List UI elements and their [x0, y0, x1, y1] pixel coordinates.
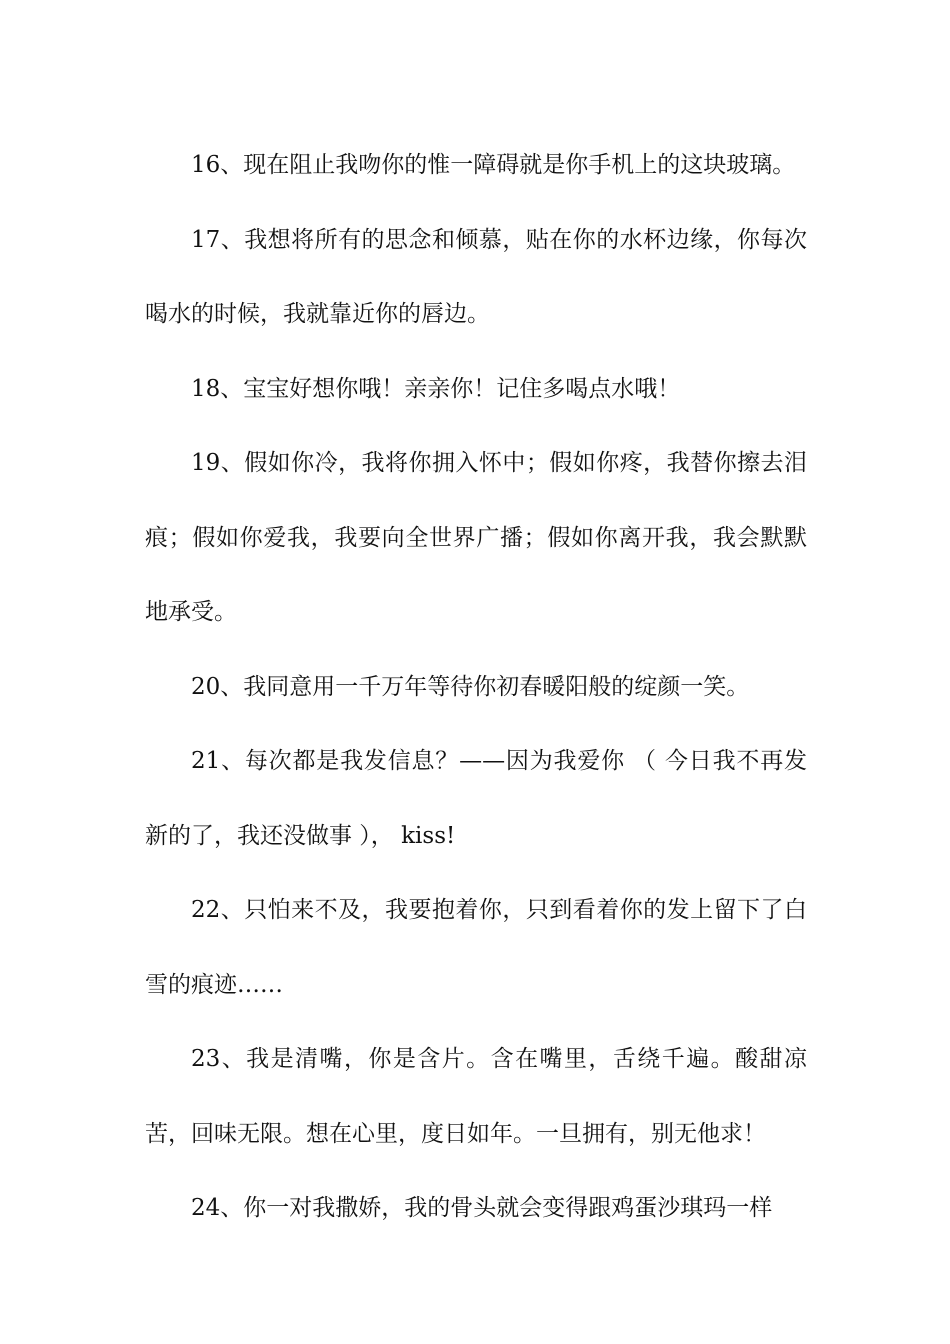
- paragraph-16: 16、现在阻止我吻你的惟一障碍就是你手机上的这块玻璃。: [191, 152, 796, 178]
- paragraph-18: 18、宝宝好想你哦！亲亲你！记住多喝点水哦！: [191, 375, 681, 402]
- text-body: [145, 128, 807, 1246]
- paragraph-23: 23、我是清嘴，你是含片。含在嘴里，舌绕千遍。酸甜凉苦，回味无限。想在心里，度日如年。一旦拥有，别无他求！: [145, 1046, 807, 1147]
- paragraph-22: 22、只怕来不及，我要抱着你，只到看着你的发上留下了白雪的痕迹……: [145, 897, 807, 998]
- paragraph-21: 21、每次都是我发信息？——因为我爱你 （ 今日我不再发新的了，我还没做事 ）， kiss!: [145, 748, 807, 849]
- paragraph-17: 17、我想将所有的思念和倾慕，贴在你的水杯边缘，你每次喝水的时候，我就靠近你的唇边。: [145, 226, 807, 327]
- paragraph-24: 24、你一对我撒娇，我的骨头就会变得跟鸡蛋沙琪玛一样: [191, 1195, 773, 1221]
- paragraph-19: 19、假如你冷，我将你拥入怀中；假如你疼，我替你擦去泪痕；假如你爱我，我要向全世界广播；假如你离开我，我会默默地承受。: [145, 450, 807, 625]
- paragraph-20: 20、我同意用一千万年等待你初春暖阳般的绽颜一笑。: [191, 673, 750, 700]
